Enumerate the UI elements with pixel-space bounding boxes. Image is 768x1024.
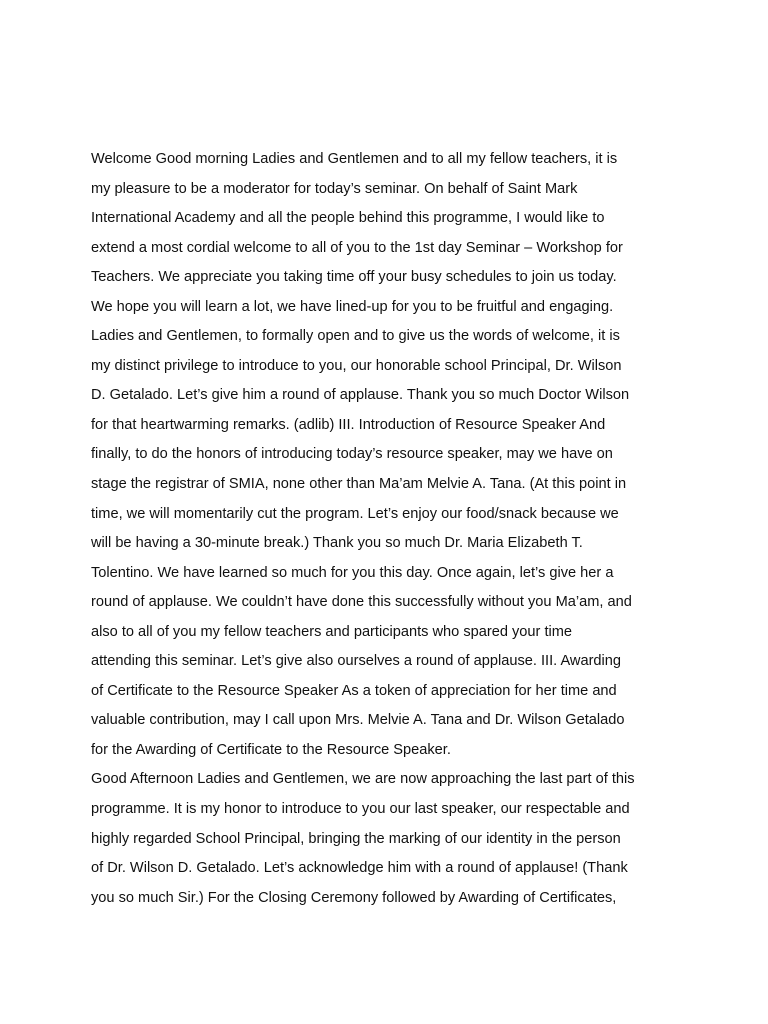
- text-line: of Certificate to the Resource Speaker As a token of appreciation for her time and: [91, 682, 617, 699]
- text-line: round of applause. We couldn’t have done this successfully without you Ma’am, and: [91, 594, 632, 611]
- text-line: valuable contribution, may I call upon Mrs. Melvie A. Tana and Dr. Wilson Getalado: [91, 712, 625, 729]
- text-line: my pleasure to be a moderator for today’s seminar. On behalf of Saint Mark: [91, 180, 578, 197]
- text-line: of Dr. Wilson D. Getalado. Let’s acknowledge him with a round of applause! (Thank: [91, 860, 628, 877]
- document-body-text: [91, 145, 671, 913]
- text-line: D. Getalado. Let’s give him a round of applause. Thank you so much Doctor Wilson: [91, 387, 630, 404]
- text-line: programme. It is my honor to introduce to you our last speaker, our respectable and: [91, 801, 630, 818]
- text-line: attending this seminar. Let’s give also ourselves a round of applause. III. Awarding: [91, 653, 622, 670]
- text-line: Good Afternoon Ladies and Gentlemen, we are now approaching the last part of this: [91, 771, 635, 788]
- text-line: you so much Sir.) For the Closing Ceremony followed by Awarding of Certificates,: [91, 889, 617, 906]
- text-line: Ladies and Gentlemen, to formally open and to give us the words of welcome, it is: [91, 328, 620, 345]
- text-line: will be having a 30-minute break.) Thank you so much Dr. Maria Elizabeth T.: [91, 535, 583, 552]
- text-line: for that heartwarming remarks. (adlib) III. Introduction of Resource Speaker And: [91, 416, 606, 433]
- text-line: time, we will momentarily cut the program. Let’s enjoy our food/snack because we: [91, 505, 619, 522]
- text-line: highly regarded School Principal, bringing the marking of our identity in the person: [91, 830, 621, 847]
- text-line: stage the registrar of SMIA, none other than Ma’am Melvie A. Tana. (At this point in: [91, 476, 627, 493]
- text-line: finally, to do the honors of introducing today’s resource speaker, may we have on: [91, 446, 613, 463]
- text-line: for the Awarding of Certificate to the Resource Speaker.: [91, 741, 451, 758]
- text-line: Tolentino. We have learned so much for you this day. Once again, let’s give her a: [91, 564, 614, 581]
- text-line: also to all of you my fellow teachers and participants who spared your time: [91, 623, 573, 640]
- text-line: Welcome Good morning Ladies and Gentlemen and to all my fellow teachers, it is: [91, 151, 618, 167]
- text-line: Teachers. We appreciate you taking time off your busy schedules to join us today.: [91, 269, 617, 286]
- text-line: my distinct privilege to introduce to you, our honorable school Principal, Dr. Wilson: [91, 357, 622, 374]
- text-line: International Academy and all the people behind this programme, I would like to: [91, 210, 605, 227]
- text-line: We hope you will learn a lot, we have lined-up for you to be fruitful and engaging.: [91, 298, 614, 315]
- text-line: extend a most cordial welcome to all of you to the 1st day Seminar – Workshop for: [91, 239, 623, 256]
